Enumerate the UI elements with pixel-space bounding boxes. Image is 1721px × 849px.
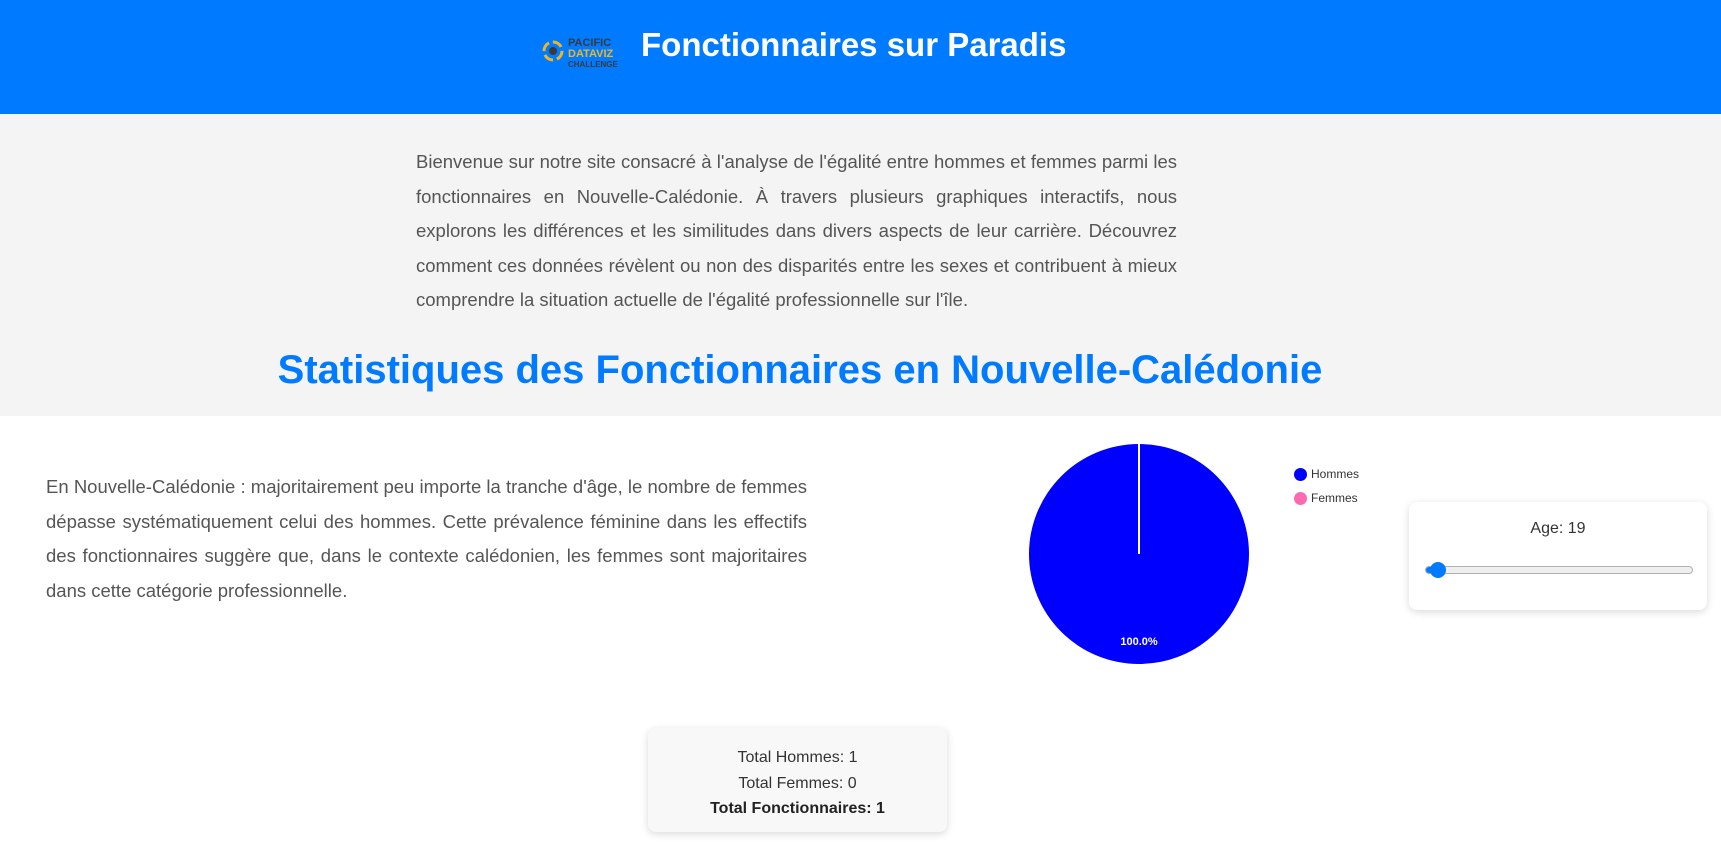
age-value: 19 bbox=[1567, 520, 1586, 537]
site-header bbox=[0, 0, 1721, 114]
legend-item-femmes[interactable] bbox=[1294, 486, 1359, 510]
total-hommes: Total Hommes: 1 bbox=[737, 749, 858, 766]
stats-description: En Nouvelle-Calédonie : majoritairement peu importe la tranche d'âge, le nombre de femmes dépasse systématiquement celui des hommes. Cette prévalence féminine dans les effectifs des fonctionnaires suggère que, dans le contexte calédonien, les femmes sont majoritaires dans cette catégorie professionnelle. bbox=[46, 476, 807, 601]
pie-slice-label-hommes: 100.0% bbox=[1120, 635, 1158, 648]
legend-label-femmes: Femmes bbox=[1311, 491, 1358, 505]
intro-paragraph: Bienvenue sur notre site consacré à l'analyse de l'égalité entre hommes et femmes parmi les fonctionnaires en Nouvelle-Calédonie. À travers plusieurs graphiques interactifs, nous explorons les différences et les similitudes dans divers aspects de leur carrière. Découvrez comment ces données révèlent ou non des disparités entre les sexes et contribuent à mieux comprendre la situation actuelle de l'égalité professionnelle sur l'île. bbox=[416, 151, 1177, 310]
stats-title: Statistiques des Fonctionnaires en Nouvelle-Calédonie bbox=[277, 348, 1323, 392]
gender-pie-chart bbox=[1020, 440, 1260, 670]
age-slider-thumb[interactable] bbox=[1430, 562, 1446, 578]
legend-dot-hommes bbox=[1294, 468, 1307, 481]
legend-dot-femmes bbox=[1294, 492, 1307, 505]
pacific-dataviz-logo[interactable] bbox=[540, 34, 620, 74]
legend-label-hommes: Hommes bbox=[1311, 467, 1360, 481]
legend-item-hommes[interactable] bbox=[1294, 462, 1359, 486]
total-femmes: Total Femmes: 0 bbox=[738, 774, 857, 792]
age-label bbox=[1409, 520, 1707, 538]
logo-line-3: CHALLENGE bbox=[568, 60, 618, 69]
age-slider-track[interactable] bbox=[1425, 566, 1693, 574]
logo-line-2: DATAVIZ bbox=[568, 48, 614, 60]
pie-legend bbox=[1294, 462, 1359, 510]
logo-line-1: PACIFIC bbox=[568, 37, 612, 49]
age-filter-card bbox=[1409, 502, 1707, 610]
age-label-prefix: Age: bbox=[1530, 520, 1568, 537]
site-title: Fonctionnaires sur Paradis bbox=[641, 26, 1067, 63]
pie-svg bbox=[1020, 440, 1260, 670]
totals-card bbox=[648, 728, 947, 832]
total-fonctionnaires: Total Fonctionnaires: 1 bbox=[710, 800, 885, 817]
pacific-dataviz-logo-icon bbox=[540, 38, 566, 64]
